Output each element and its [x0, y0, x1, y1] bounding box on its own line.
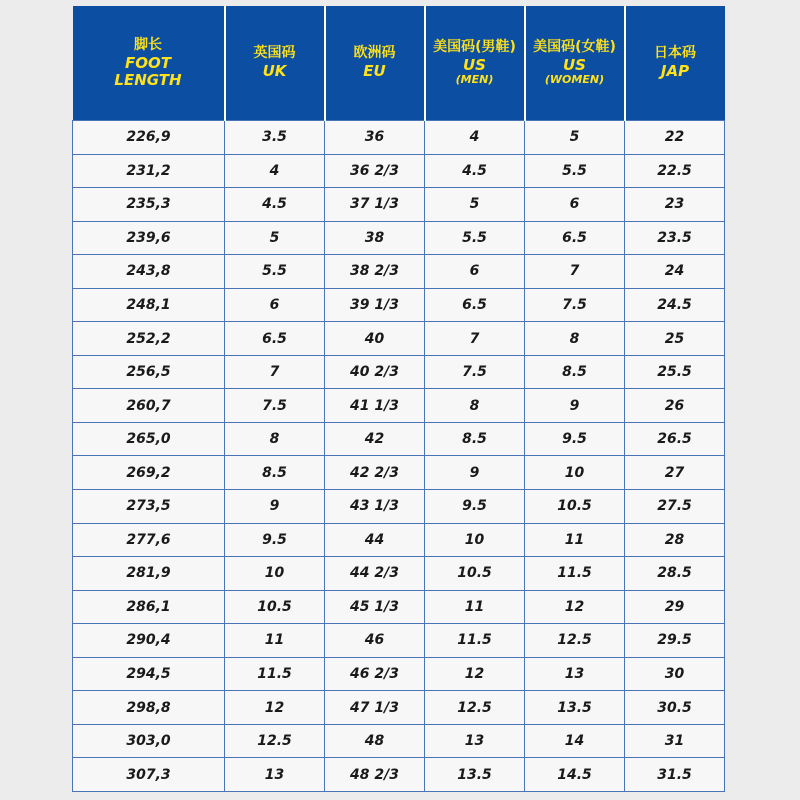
cell-uk: 7 [225, 355, 325, 389]
cell-us-men: 4.5 [425, 154, 525, 188]
cell-jap: 30.5 [625, 691, 725, 725]
cell-eu: 48 [325, 724, 425, 758]
cell-us-women: 13 [525, 657, 625, 691]
cell-foot-length: 256,5 [73, 355, 225, 389]
table-row [73, 121, 725, 155]
cell-uk: 6.5 [225, 322, 325, 356]
cell-us-men: 8 [425, 389, 525, 423]
cell-jap: 27 [625, 456, 725, 490]
cell-us-men: 6 [425, 255, 525, 289]
cell-us-men: 11 [425, 590, 525, 624]
header-row [73, 6, 725, 121]
cell-jap: 24 [625, 255, 725, 289]
cell-foot-length: 235,3 [73, 188, 225, 222]
size-chart [72, 6, 724, 792]
cell-eu: 42 2/3 [325, 456, 425, 490]
cell-us-men: 13.5 [425, 758, 525, 792]
cell-jap: 24.5 [625, 288, 725, 322]
header-foot-length [73, 6, 225, 121]
cell-uk: 12 [225, 691, 325, 725]
header-uk-zh: 英国码 [253, 45, 296, 62]
cell-us-women: 10 [525, 456, 625, 490]
cell-eu: 37 1/3 [325, 188, 425, 222]
table-row [73, 322, 725, 356]
cell-eu: 43 1/3 [325, 490, 425, 524]
cell-foot-length: 298,8 [73, 691, 225, 725]
cell-us-men: 12 [425, 657, 525, 691]
cell-eu: 44 2/3 [325, 557, 425, 591]
cell-us-men: 5 [425, 188, 525, 222]
cell-us-men: 4 [425, 121, 525, 155]
cell-us-women: 7.5 [525, 288, 625, 322]
cell-jap: 22.5 [625, 154, 725, 188]
header-us-men-en: US [463, 56, 486, 75]
table-row [73, 758, 725, 792]
table-row [73, 624, 725, 658]
cell-eu: 47 1/3 [325, 691, 425, 725]
cell-us-women: 9.5 [525, 422, 625, 456]
cell-jap: 29.5 [625, 624, 725, 658]
cell-foot-length: 273,5 [73, 490, 225, 524]
cell-foot-length: 260,7 [73, 389, 225, 423]
cell-us-women: 5 [525, 121, 625, 155]
cell-foot-length: 243,8 [73, 255, 225, 289]
cell-us-women: 11 [525, 523, 625, 557]
cell-us-women: 12.5 [525, 624, 625, 658]
table-row [73, 154, 725, 188]
table-row [73, 288, 725, 322]
cell-eu: 45 1/3 [325, 590, 425, 624]
cell-us-women: 6.5 [525, 221, 625, 255]
cell-eu: 36 [325, 121, 425, 155]
cell-us-women: 8 [525, 322, 625, 356]
header-foot-length-en: FOOT [125, 53, 171, 72]
cell-jap: 28 [625, 523, 725, 557]
header-uk-en: UK [262, 62, 287, 81]
cell-uk: 10.5 [225, 590, 325, 624]
cell-us-women: 12 [525, 590, 625, 624]
cell-eu: 42 [325, 422, 425, 456]
cell-us-men: 9 [425, 456, 525, 490]
cell-us-women: 10.5 [525, 490, 625, 524]
cell-jap: 28.5 [625, 557, 725, 591]
cell-uk: 7.5 [225, 389, 325, 423]
cell-jap: 23 [625, 188, 725, 222]
cell-uk: 13 [225, 758, 325, 792]
cell-uk: 3.5 [225, 121, 325, 155]
cell-us-men: 11.5 [425, 624, 525, 658]
cell-foot-length: 248,1 [73, 288, 225, 322]
header-us-women [525, 6, 625, 121]
cell-us-women: 5.5 [525, 154, 625, 188]
size-table-body [73, 121, 725, 792]
header-jap [625, 6, 725, 121]
cell-jap: 25.5 [625, 355, 725, 389]
cell-jap: 26 [625, 389, 725, 423]
cell-eu: 40 [325, 322, 425, 356]
cell-us-men: 12.5 [425, 691, 525, 725]
cell-foot-length: 226,9 [73, 121, 225, 155]
header-us-women-sub: (WOMEN) [544, 73, 605, 87]
header-us-men-sub: (MEN) [455, 73, 494, 87]
cell-uk: 11 [225, 624, 325, 658]
cell-jap: 23.5 [625, 221, 725, 255]
cell-us-women: 7 [525, 255, 625, 289]
header-us-men-zh: 美国码(男鞋) [433, 39, 516, 55]
cell-uk: 4.5 [225, 188, 325, 222]
cell-us-men: 8.5 [425, 422, 525, 456]
table-row [73, 255, 725, 289]
cell-foot-length: 281,9 [73, 557, 225, 591]
cell-uk: 9.5 [225, 523, 325, 557]
table-row [73, 657, 725, 691]
cell-uk: 11.5 [225, 657, 325, 691]
cell-foot-length: 307,3 [73, 758, 225, 792]
cell-us-men: 10 [425, 523, 525, 557]
cell-us-women: 6 [525, 188, 625, 222]
table-row [73, 355, 725, 389]
cell-eu: 44 [325, 523, 425, 557]
cell-jap: 25 [625, 322, 725, 356]
cell-us-women: 8.5 [525, 355, 625, 389]
cell-foot-length: 265,0 [73, 422, 225, 456]
cell-eu: 48 2/3 [325, 758, 425, 792]
header-eu-en: EU [363, 62, 386, 81]
cell-us-women: 11.5 [525, 557, 625, 591]
table-row [73, 691, 725, 725]
header-foot-length-en2: LENGTH [114, 71, 182, 90]
cell-uk: 5.5 [225, 255, 325, 289]
cell-eu: 41 1/3 [325, 389, 425, 423]
cell-uk: 10 [225, 557, 325, 591]
cell-jap: 27.5 [625, 490, 725, 524]
table-row [73, 456, 725, 490]
cell-jap: 31 [625, 724, 725, 758]
cell-foot-length: 277,6 [73, 523, 225, 557]
table-row [73, 389, 725, 423]
cell-foot-length: 252,2 [73, 322, 225, 356]
cell-us-women: 9 [525, 389, 625, 423]
cell-us-men: 7.5 [425, 355, 525, 389]
table-row [73, 422, 725, 456]
cell-foot-length: 239,6 [73, 221, 225, 255]
header-eu-zh: 欧洲码 [353, 45, 396, 62]
header-jap-zh: 日本码 [654, 45, 696, 62]
cell-us-men: 9.5 [425, 490, 525, 524]
cell-foot-length: 294,5 [73, 657, 225, 691]
header-us-women-zh: 美国码(女鞋) [533, 39, 616, 55]
table-row [73, 188, 725, 222]
header-uk [225, 6, 325, 121]
cell-uk: 8 [225, 422, 325, 456]
cell-jap: 31.5 [625, 758, 725, 792]
cell-us-men: 7 [425, 322, 525, 356]
cell-uk: 6 [225, 288, 325, 322]
table-row [73, 557, 725, 591]
cell-eu: 38 [325, 221, 425, 255]
cell-uk: 4 [225, 154, 325, 188]
header-us-men [425, 6, 525, 121]
cell-jap: 29 [625, 590, 725, 624]
cell-us-men: 10.5 [425, 557, 525, 591]
cell-eu: 46 [325, 624, 425, 658]
table-row [73, 221, 725, 255]
cell-uk: 8.5 [225, 456, 325, 490]
cell-us-men: 6.5 [425, 288, 525, 322]
cell-jap: 26.5 [625, 422, 725, 456]
cell-us-men: 13 [425, 724, 525, 758]
cell-eu: 38 2/3 [325, 255, 425, 289]
cell-us-women: 14.5 [525, 758, 625, 792]
header-eu [325, 6, 425, 121]
table-row [73, 523, 725, 557]
cell-eu: 40 2/3 [325, 355, 425, 389]
table-row [73, 490, 725, 524]
cell-uk: 12.5 [225, 724, 325, 758]
cell-jap: 22 [625, 121, 725, 155]
cell-jap: 30 [625, 657, 725, 691]
table-row [73, 724, 725, 758]
cell-eu: 39 1/3 [325, 288, 425, 322]
cell-foot-length: 303,0 [73, 724, 225, 758]
cell-us-women: 13.5 [525, 691, 625, 725]
cell-foot-length: 231,2 [73, 154, 225, 188]
cell-eu: 46 2/3 [325, 657, 425, 691]
header-jap-en: JAP [660, 62, 690, 81]
header-us-women-en: US [563, 56, 586, 75]
cell-foot-length: 290,4 [73, 624, 225, 658]
cell-eu: 36 2/3 [325, 154, 425, 188]
header-foot-length-zh: 脚长 [134, 36, 162, 53]
cell-foot-length: 286,1 [73, 590, 225, 624]
cell-foot-length: 269,2 [73, 456, 225, 490]
cell-uk: 5 [225, 221, 325, 255]
size-table [72, 6, 725, 792]
cell-us-men: 5.5 [425, 221, 525, 255]
cell-us-women: 14 [525, 724, 625, 758]
table-row [73, 590, 725, 624]
cell-uk: 9 [225, 490, 325, 524]
